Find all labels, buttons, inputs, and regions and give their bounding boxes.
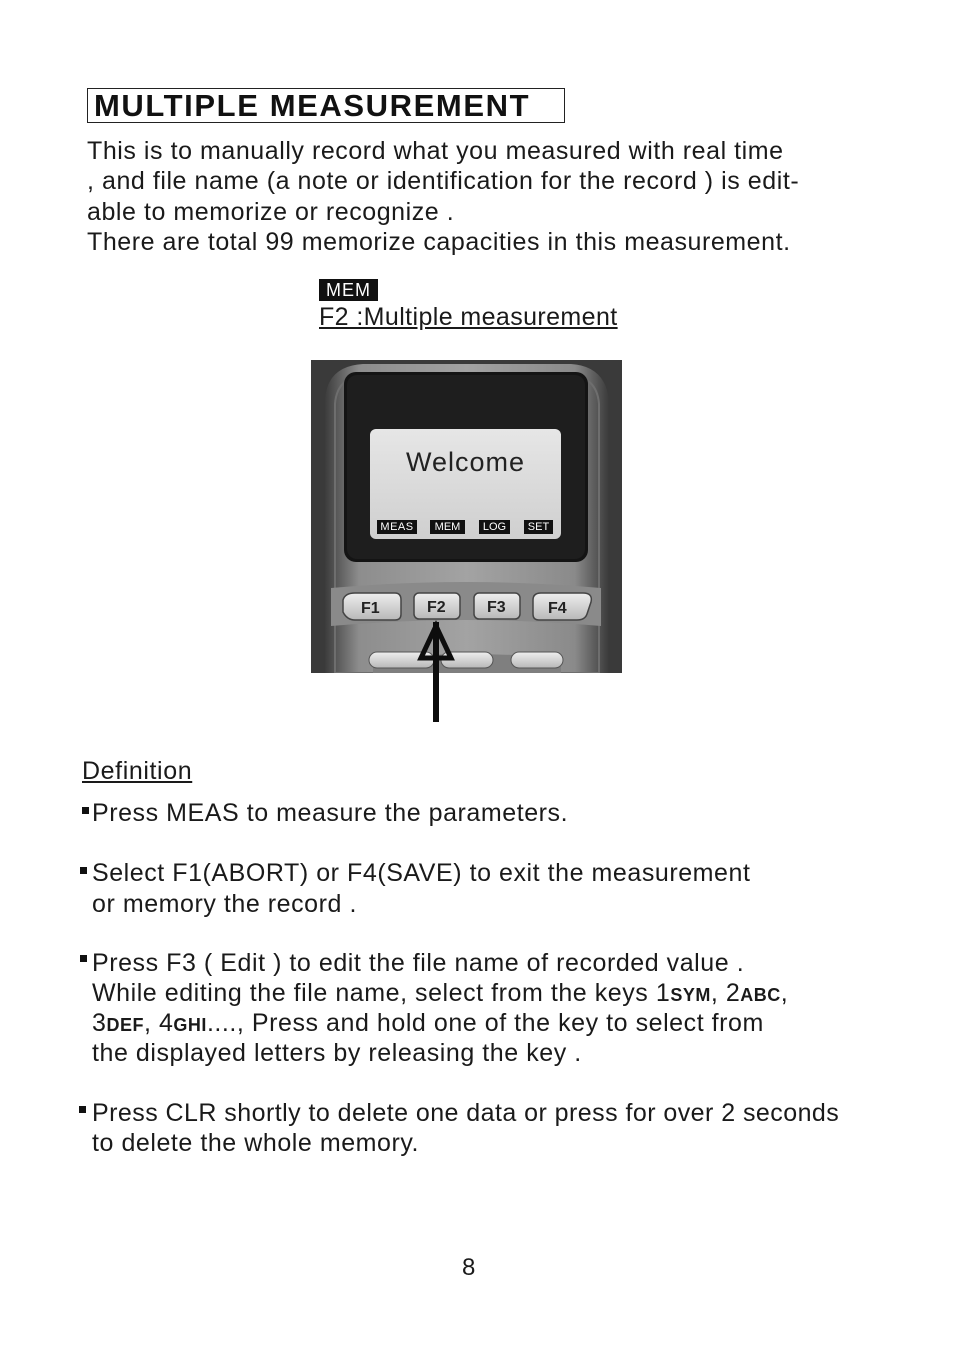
softkey-mem: MEM (430, 520, 465, 534)
softkey-log: LOG (479, 520, 510, 534)
meter-device-illustration (311, 360, 622, 673)
mem-mode-tag: MEM (319, 279, 378, 301)
f4-key-label: F4 (548, 600, 567, 617)
f3-key-label: F3 (487, 599, 506, 616)
softkey-set: SET (524, 520, 553, 534)
softkey-meas: MEAS (377, 520, 417, 534)
bullet-marker (80, 867, 87, 874)
bullet-marker (79, 1106, 86, 1113)
intro-line-3: able to memorize or recognize . (87, 198, 455, 226)
section-title: MULTIPLE MEASUREMENT (94, 88, 531, 123)
lcd-welcome-text: Welcome (405, 447, 526, 477)
bullet-3-line-2: While editing the file name, select from the keys 1SYM, 2ABC, (92, 979, 789, 1007)
bullet-3-line-3: 3DEF, 4GHI...., Press and hold one of the key to select from (92, 1009, 764, 1037)
f2-key-label: F2 (427, 599, 446, 616)
f2-mode-label: F2 :Multiple measurement (319, 303, 618, 331)
key-def-label: DEF (106, 1015, 144, 1035)
page-number: 8 (462, 1254, 476, 1281)
key-ghi-label: GHI (173, 1015, 207, 1035)
bullet-3-line-4: the displayed letters by releasing the key . (92, 1039, 582, 1067)
bullet-2-line-2: or memory the record . (92, 890, 357, 918)
bullet-marker (82, 807, 89, 814)
bullet-2-line-1: Select F1(ABORT) or F4(SAVE) to exit the measurement (92, 859, 751, 887)
bullet-3-line-1: Press F3 ( Edit ) to edit the file name of recorded value . (92, 949, 745, 977)
intro-line-1: This is to manually record what you measured with real time (87, 137, 784, 165)
definition-heading: Definition (82, 757, 193, 785)
bullet-1-text: Press MEAS to measure the parameters. (92, 799, 569, 827)
bullet-marker (80, 955, 87, 962)
bullet-4-line-1: Press CLR shortly to delete one data or press for over 2 seconds (92, 1099, 840, 1127)
f1-key-label: F1 (361, 600, 380, 617)
pointer-arrow-tail (433, 673, 439, 722)
intro-line-2: , and file name (a note or identification for the record ) is edit- (87, 167, 800, 195)
key-sym-label: SYM (670, 985, 711, 1005)
intro-line-4: There are total 99 memorize capacities in this measurement. (87, 228, 791, 256)
meter-device-svg (311, 360, 622, 673)
bullet-4-line-2: to delete the whole memory. (92, 1129, 420, 1157)
key-abc-label: ABC (740, 985, 781, 1005)
section-title-box (87, 88, 565, 123)
